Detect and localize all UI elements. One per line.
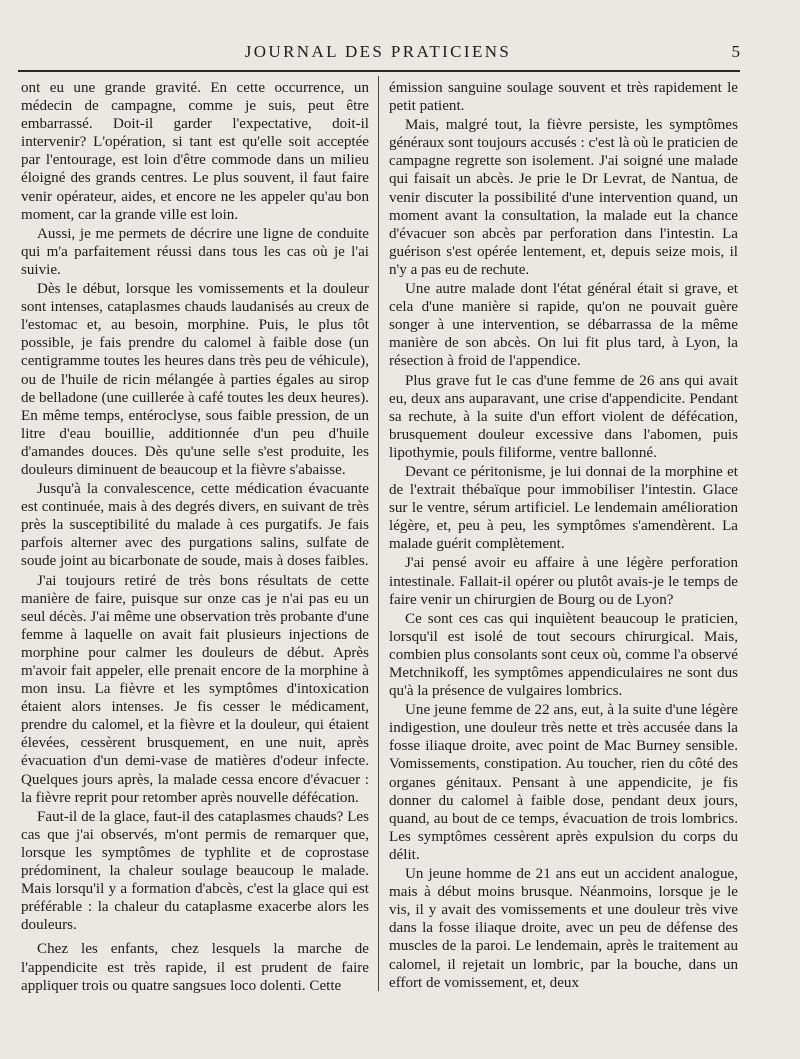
paragraph: Faut-il de la glace, faut-il des cataplasmes chauds? Les cas que j'ai observés, m'ont permis de remarquer que, lorsque les symptômes de typhlite et de coprostase prédominent, la chaleur soulage beaucoup le malade. Mais lorsqu'il y a formation d'abcès, c'est la glace qui est préférable : la chaleur du cataplasme exacerbe alors les douleurs.: [21, 808, 369, 934]
page-number: 5: [731, 42, 740, 61]
header-rule: [18, 70, 740, 72]
paragraph: Un jeune homme de 21 ans eut un accident analogue, mais à début moins brusque. Néanmoins, lorsque je le vis, il y avait des vomissements et une douleur très vive dans la fosse iliaque droite, avec un peu de défense des muscles de la paroi. Le lendemain, après le traitement au calomel, il rejetait un lombric, par la bouche, dans un effort de vomissement, et, deux: [389, 866, 738, 991]
paragraph: Chez les enfants, chez lesquels la marche de l'appendicite est très rapide, il est prudent de faire appliquer trois ou quatre sangsues loco dolenti. Cette: [21, 941, 369, 994]
paragraph: Dès le début, lorsque les vomissements et la douleur sont intenses, cataplasmes chauds laudanisés au creux de l'estomac et, au besoin, morphine. Puis, le plus tôt possible, je fais prendre du calomel à faible dose (un centigramme toutes les heures dans très peu de véhicule), ou de l'huile de ricin mélangée à parties égales au sirop de belladone (une cuillerée à café toutes les deux heures). En même temps, entéroclyse, sous faible pression, de un litre d'eau bouillie, additionnée d'un peu d'huile d'amandes douces. Dès qu'une selle s'est produite, les douleurs diminuent de beaucoup et la fièvre s'abaisse.: [21, 281, 369, 478]
paragraph: Plus grave fut le cas d'une femme de 26 ans qui avait eu, deux ans auparavant, une crise d'appendicite. Pendant sa rechute, à la suite d'un effort violent de défécation, brusquement douleur excessive dans l'abomen, puis lipothymie, pouls filiforme, ventre ballonné.: [389, 372, 738, 461]
paragraph: Aussi, je me permets de décrire une ligne de conduite qui m'a parfaitement réussi dans tous les cas où je l'ai suivie.: [21, 225, 369, 278]
journal-title: JOURNAL DES PRATICIENS: [244, 42, 512, 61]
running-head: [18, 40, 738, 64]
paragraph: Devant ce péritonisme, je lui donnai de la morphine et de l'extrait thébaïque pour immobiliser l'intestin. Glace sur le ventre, sérum artificiel. Le lendemain amélioration légère, et, peu à peu, les symptômes s'amendèrent. La malade guérit complètement.: [389, 463, 738, 553]
paragraph: ont eu une grande gravité. En cette occurrence, un médecin de campagne, comme je suis, peut être embarrassé. Doit-il garder l'expectative, doit-il intervenir? L'opération, si tant est qu'elle soit acceptée par l'entourage, est loin d'être commode dans un milieu éloigné des grands centres. Le plus souvent, il faut faire venir opérateur, aides, et encore ne les appeler qu'au bon moment, car la grande ville est loin.: [21, 80, 369, 223]
paragraph: J'ai toujours retiré de très bons résultats de cette manière de faire, puisque sur onze cas je n'ai pas eu un seul décès. J'ai même une observation très probante d'une femme à laquelle on avait fait plusieurs injections de morphine pour calmer les douleurs de début. Après m'avoir fait appeler, elle prenait encore de la morphine à mon insu. La fièvre et les symptômes d'intoxication étaient alors intenses. Je fis cesser le médicament, prendre du calomel, et la fièvre et la douleur, qui étaient élevées, cessèrent brusquement, en une nuit, après évacuation d'un demi-vase de matières d'odeur infecte. Quelques jours après, la malade cessa encore d'évacuer : la fièvre reprit pour retomber après nouvelle défécation.: [21, 572, 369, 806]
paragraph: Jusqu'à la convalescence, cette médication évacuante est continuée, mais à des degrés divers, en suivant de très près la susceptibilité du malade à ces purgatifs. Je fais parfois alterner avec des purgations salins, sulfate de soude joint au bicarbonate de soude, mais à doses faibles.: [21, 481, 369, 570]
left-column: [21, 79, 369, 996]
paragraph: émission sanguine soulage souvent et très rapidement le petit patient.: [389, 80, 738, 115]
paragraph: Une autre malade dont l'état général était si grave, et cela d'une manière si rapide, qu'on ne pouvait guère songer à une intervention, se débarrassa de la même manière de son abcès. On lui fit plus tard, à Lyon, la résection à froid de l'appendice.: [389, 281, 738, 370]
column-divider: [378, 76, 379, 991]
paragraph: J'ai pensé avoir eu affaire à une légère perforation intestinale. Fallait-il opérer ou plutôt avais-je le temps de faire venir un chirurgien de Bourg ou de Lyon?: [389, 555, 738, 608]
paragraph: Mais, malgré tout, la fièvre persiste, les symptômes généraux sont toujours accusés : c'est là où le praticien de campagne regrette son isolement. J'ai soigné une malade qui faisait un abcès. Je prie le Dr Levrat, de Nantua, de venir discuter la possibilité d'une intervention quand, un moment avant la consultation, la malade eut la chance d'évacuer son abcès par perforation dans l'intestin. La guérison s'est opérée lentement, et, depuis seize mois, il n'y a pas eu de rechute.: [389, 117, 738, 278]
paragraph: Ce sont ces cas qui inquiètent beaucoup le praticien, lorsqu'il est isolé de tout secours chirurgical. Mais, combien plus consolants sont ceux où, comme l'a observé Metchnikoff, les symptômes appendiculaires ne sont dus qu'à la présence de vulgaires lombrics.: [389, 610, 738, 700]
paragraph: Une jeune femme de 22 ans, eut, à la suite d'une légère indigestion, une douleur très nette et très accusée dans la fosse iliaque droite, avec point de Mac Burney sensible. Vomissements, constipation. Au toucher, rien du côté des organes génitaux. Pensant à une appendicite, je fis donner du calomel à faible dose, pendant deux jours, quand, au bout de ce temps, évacuation de trois lombrics. Les symptômes cessèrent après expulsion du corps du délit.: [389, 702, 738, 863]
right-column: [389, 79, 738, 993]
